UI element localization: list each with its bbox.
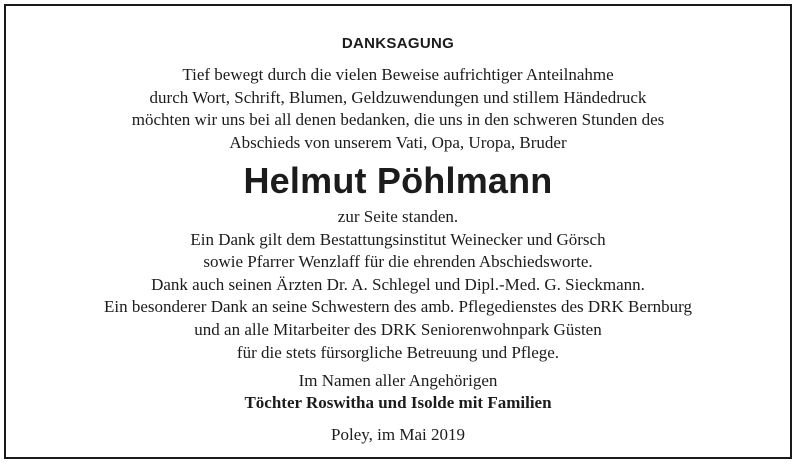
thanks-paragraph: [6, 206, 790, 364]
thanks-line: für die stets fürsorgliche Betreuung und Pflege.: [236, 342, 560, 362]
thanks-line: Dank auch seinen Ärzten Dr. A. Schlegel und Dipl.-Med. G. Sieckmann.: [151, 274, 645, 294]
intro-line: durch Wort, Schrift, Blumen, Geldzuwendungen und stillem Händedruck: [149, 87, 647, 107]
intro-line: Tief bewegt durch die vielen Beweise aufrichtiger Anteilnahme: [182, 65, 614, 84]
closing-intro: Im Namen aller Angehörigen: [298, 371, 498, 390]
thanks-line: sowie Pfarrer Wenzlaff für die ehrenden Abschiedsworte.: [203, 252, 593, 272]
family-signature: Töchter Roswitha und Isolde mit Familien: [244, 393, 552, 412]
notice-heading: DANKSAGUNG: [341, 35, 455, 52]
intro-paragraph: [6, 64, 790, 154]
obituary-notice: [4, 4, 792, 459]
place-date: Poley, im Mai 2019: [331, 425, 465, 444]
intro-line: möchten wir uns bei all denen bedanken, die uns in den schweren Stunden des: [131, 110, 665, 130]
thanks-line: und an alle Mitarbeiter des DRK Seniorenwohnpark Güsten: [194, 319, 602, 339]
intro-line: Abschieds von unserem Vati, Opa, Uropa, Bruder: [229, 132, 567, 152]
thanks-line: zur Seite standen.: [337, 207, 459, 226]
deceased-name: Helmut Pöhlmann: [243, 160, 553, 201]
thanks-line: Ein Dank gilt dem Bestattungsinstitut Weinecker und Görsch: [190, 229, 606, 249]
thanks-line: Ein besonderer Dank an seine Schwestern des amb. Pflegedienstes des DRK Bernburg: [104, 297, 692, 317]
